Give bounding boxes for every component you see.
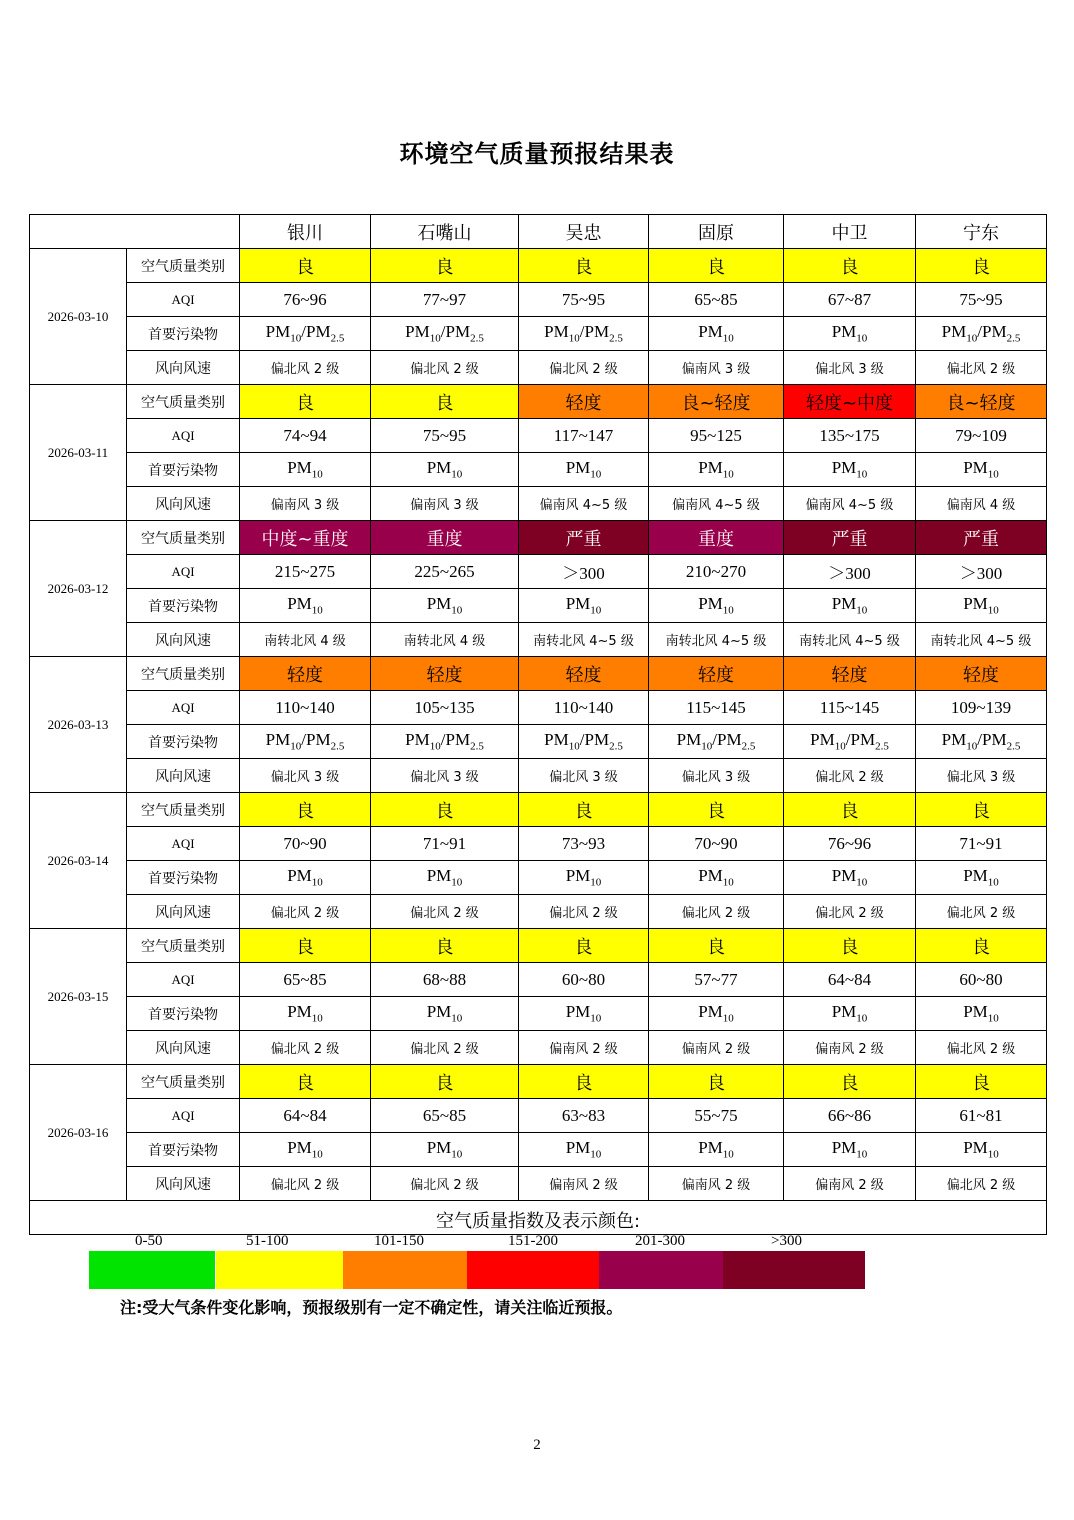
row-label-pollutant: 首要污染物 (127, 1133, 240, 1167)
quality-category-cell: 良 (371, 1065, 519, 1099)
table-row (30, 759, 1047, 793)
aqi-range-cell: 215~275 (240, 555, 371, 589)
forecast-date: 2026-03-13 (30, 657, 127, 793)
primary-pollutant-cell: $PM_{10}/PM_{2.5}$ (519, 725, 649, 759)
quality-category-cell: 轻度 (916, 657, 1047, 691)
primary-pollutant-cell: $PM_{10}/PM_{2.5}$ (371, 725, 519, 759)
wind-cell: 偏北风 2 级 (649, 895, 784, 929)
table-row (30, 1133, 1047, 1167)
wind-cell: 偏北风 2 级 (371, 895, 519, 929)
quality-category-cell: 轻度 (519, 657, 649, 691)
table-row (30, 657, 1047, 691)
primary-pollutant-cell: $PM_{10}$ (916, 861, 1047, 895)
primary-pollutant-cell: $PM_{10}$ (240, 453, 371, 487)
row-label-pollutant: 首要污染物 (127, 861, 240, 895)
table-row (30, 793, 1047, 827)
aqi-color-legend (30, 1201, 1047, 1249)
wind-cell: 偏北风 2 级 (916, 1167, 1047, 1201)
wind-cell: 偏北风 3 级 (916, 759, 1047, 793)
forecast-table (29, 214, 1047, 1249)
row-label-aqi: AQI (127, 827, 240, 861)
table-row (30, 317, 1047, 351)
table-row (30, 895, 1047, 929)
row-label-wind: 风向风速 (127, 895, 240, 929)
forecast-date: 2026-03-11 (30, 385, 127, 521)
quality-category-cell: 良 (240, 793, 371, 827)
aqi-range-cell: 66~86 (784, 1099, 916, 1133)
wind-cell: 偏南风 2 级 (649, 1167, 784, 1201)
table-row (30, 283, 1047, 317)
quality-category-cell: 良 (519, 1065, 649, 1099)
primary-pollutant-cell: $PM_{10}$ (649, 317, 784, 351)
row-label-aqi: AQI (127, 555, 240, 589)
primary-pollutant-cell: $PM_{10}$ (649, 1133, 784, 1167)
primary-pollutant-cell: $PM_{10}/PM_{2.5}$ (519, 317, 649, 351)
wind-cell: 偏南风 2 级 (519, 1031, 649, 1065)
aqi-range-cell: 210~270 (649, 555, 784, 589)
wind-cell: 偏南风 4~5 级 (784, 487, 916, 521)
aqi-range-cell: 75~95 (916, 283, 1047, 317)
city-header: 中卫 (784, 215, 916, 249)
legend-color-swatch (216, 1251, 344, 1289)
aqi-range-cell: 77~97 (371, 283, 519, 317)
row-label-aqi: AQI (127, 963, 240, 997)
table-row (30, 487, 1047, 521)
quality-category-cell: 良 (784, 1065, 916, 1099)
forecast-date: 2026-03-12 (30, 521, 127, 657)
page-number: 2 (533, 1437, 541, 1453)
aqi-range-cell: 55~75 (649, 1099, 784, 1133)
legend-color-swatch (89, 1251, 215, 1289)
forecast-date: 2026-03-14 (30, 793, 127, 929)
aqi-range-cell: 61~81 (916, 1099, 1047, 1133)
legend-title: 空气质量指数及表示颜色: (435, 1211, 641, 1232)
aqi-range-cell: 79~109 (916, 419, 1047, 453)
row-label-wind: 风向风速 (127, 623, 240, 657)
primary-pollutant-cell: $PM_{10}$ (784, 861, 916, 895)
aqi-range-cell: 67~87 (784, 283, 916, 317)
primary-pollutant-cell: $PM_{10}$ (519, 861, 649, 895)
wind-cell: 偏北风 2 级 (240, 895, 371, 929)
primary-pollutant-cell: $PM_{10}$ (649, 589, 784, 623)
table-row (30, 691, 1047, 725)
row-label-category: 空气质量类别 (127, 1065, 240, 1099)
wind-cell: 偏南风 2 级 (649, 1031, 784, 1065)
quality-category-cell: 良 (371, 385, 519, 419)
row-label-aqi: AQI (127, 691, 240, 725)
primary-pollutant-cell: $PM_{10}$ (240, 1133, 371, 1167)
row-label-category: 空气质量类别 (127, 929, 240, 963)
primary-pollutant-cell: $PM_{10}$ (649, 453, 784, 487)
primary-pollutant-cell: $PM_{10}$ (240, 861, 371, 895)
forecast-date: 2026-03-10 (30, 249, 127, 385)
wind-cell: 偏北风 2 级 (519, 895, 649, 929)
header-row (30, 215, 1047, 249)
quality-category-cell: 良 (649, 929, 784, 963)
aqi-range-cell: 74~94 (240, 419, 371, 453)
quality-category-cell: 轻度 (240, 657, 371, 691)
table-row (30, 997, 1047, 1031)
table-row (30, 827, 1047, 861)
aqi-range-cell: 60~80 (916, 963, 1047, 997)
primary-pollutant-cell: $PM_{10}$ (519, 589, 649, 623)
city-header: 银川 (240, 215, 371, 249)
quality-category-cell: 良 (240, 929, 371, 963)
wind-cell: 偏南风 3 级 (649, 351, 784, 385)
aqi-range-cell: 71~91 (916, 827, 1047, 861)
primary-pollutant-cell: $PM_{10}$ (784, 997, 916, 1031)
aqi-range-cell: ＞300 (519, 555, 649, 589)
aqi-range-cell: 115~145 (784, 691, 916, 725)
quality-category-cell: 良 (519, 793, 649, 827)
wind-cell: 偏南风 2 级 (784, 1167, 916, 1201)
city-header: 固原 (649, 215, 784, 249)
primary-pollutant-cell: $PM_{10}$ (649, 997, 784, 1031)
legend-range-label: 101-150 (374, 1233, 424, 1249)
quality-category-cell: 良 (784, 929, 916, 963)
forecast-note: 注:受大气条件变化影响，预报级别有一定不确定性，请关注临近预报。 (120, 1298, 623, 1317)
wind-cell: 偏北风 2 级 (519, 351, 649, 385)
quality-category-cell: 良 (649, 249, 784, 283)
aqi-range-cell: 76~96 (784, 827, 916, 861)
primary-pollutant-cell: $PM_{10}$ (916, 453, 1047, 487)
quality-category-cell: 严重 (916, 521, 1047, 555)
table-row (30, 1065, 1047, 1099)
primary-pollutant-cell: $PM_{10}/PM_{2.5}$ (916, 317, 1047, 351)
wind-cell: 偏南风 2 级 (784, 1031, 916, 1065)
table-row (30, 623, 1047, 657)
row-label-wind: 风向风速 (127, 487, 240, 521)
primary-pollutant-cell: $PM_{10}$ (519, 453, 649, 487)
aqi-range-cell: 76~96 (240, 283, 371, 317)
row-label-category: 空气质量类别 (127, 249, 240, 283)
row-label-category: 空气质量类别 (127, 793, 240, 827)
table-row (30, 589, 1047, 623)
primary-pollutant-cell: $PM_{10}$ (240, 997, 371, 1031)
table-row (30, 249, 1047, 283)
aqi-range-cell: 70~90 (649, 827, 784, 861)
row-label-category: 空气质量类别 (127, 657, 240, 691)
aqi-range-cell: 60~80 (519, 963, 649, 997)
wind-cell: 南转北风 4 级 (371, 623, 519, 657)
primary-pollutant-cell: $PM_{10}$ (784, 589, 916, 623)
primary-pollutant-cell: $PM_{10}$ (371, 997, 519, 1031)
wind-cell: 偏北风 3 级 (240, 759, 371, 793)
wind-cell: 偏北风 2 级 (916, 1031, 1047, 1065)
city-header: 宁东 (916, 215, 1047, 249)
legend-range-label: 0-50 (135, 1233, 163, 1249)
wind-cell: 偏北风 2 级 (371, 1031, 519, 1065)
primary-pollutant-cell: $PM_{10}/PM_{2.5}$ (784, 725, 916, 759)
quality-category-cell: 良 (784, 793, 916, 827)
row-label-wind: 风向风速 (127, 759, 240, 793)
page-title: 环境空气质量预报结果表 (399, 140, 675, 168)
city-header: 石嘴山 (371, 215, 519, 249)
quality-category-cell: 轻度~中度 (784, 385, 916, 419)
wind-cell: 偏南风 3 级 (240, 487, 371, 521)
aqi-range-cell: ＞300 (784, 555, 916, 589)
header-corner (30, 215, 240, 249)
wind-cell: 偏北风 2 级 (371, 1167, 519, 1201)
forecast-date: 2026-03-15 (30, 929, 127, 1065)
primary-pollutant-cell: $PM_{10}$ (371, 1133, 519, 1167)
wind-cell: 南转北风 4~5 级 (649, 623, 784, 657)
table-row (30, 453, 1047, 487)
aqi-range-cell: 75~95 (519, 283, 649, 317)
table-row (30, 929, 1047, 963)
primary-pollutant-cell: $PM_{10}$ (784, 317, 916, 351)
wind-cell: 偏北风 3 级 (649, 759, 784, 793)
aqi-range-cell: 64~84 (240, 1099, 371, 1133)
table-row (30, 419, 1047, 453)
wind-cell: 南转北风 4~5 级 (784, 623, 916, 657)
row-label-aqi: AQI (127, 419, 240, 453)
wind-cell: 偏南风 4~5 级 (519, 487, 649, 521)
city-header: 吴忠 (519, 215, 649, 249)
primary-pollutant-cell: $PM_{10}$ (519, 997, 649, 1031)
row-label-pollutant: 首要污染物 (127, 589, 240, 623)
wind-cell: 偏北风 3 级 (371, 759, 519, 793)
aqi-range-cell: 64~84 (784, 963, 916, 997)
quality-category-cell: 轻度 (519, 385, 649, 419)
quality-category-cell: 良 (371, 929, 519, 963)
quality-category-cell: 良 (371, 249, 519, 283)
primary-pollutant-cell: $PM_{10}$ (371, 589, 519, 623)
quality-category-cell: 良 (371, 793, 519, 827)
aqi-range-cell: 115~145 (649, 691, 784, 725)
aqi-range-cell: 65~85 (371, 1099, 519, 1133)
aqi-range-cell: 71~91 (371, 827, 519, 861)
row-label-wind: 风向风速 (127, 1031, 240, 1065)
aqi-range-cell: 110~140 (240, 691, 371, 725)
row-label-pollutant: 首要污染物 (127, 725, 240, 759)
quality-category-cell: 良 (649, 793, 784, 827)
aqi-range-cell: 65~85 (240, 963, 371, 997)
aqi-range-cell: 135~175 (784, 419, 916, 453)
row-label-aqi: AQI (127, 283, 240, 317)
row-label-wind: 风向风速 (127, 1167, 240, 1201)
quality-category-cell: 良 (916, 249, 1047, 283)
row-label-pollutant: 首要污染物 (127, 997, 240, 1031)
table-body (30, 249, 1047, 1201)
primary-pollutant-cell: $PM_{10}$ (519, 1133, 649, 1167)
wind-cell: 偏北风 2 级 (240, 351, 371, 385)
legend-range-label: 201-300 (635, 1233, 685, 1249)
legend-range-label: 151-200 (508, 1233, 558, 1249)
primary-pollutant-cell: $PM_{10}$ (371, 453, 519, 487)
primary-pollutant-cell: $PM_{10}$ (649, 861, 784, 895)
wind-cell: 偏北风 3 级 (519, 759, 649, 793)
aqi-range-cell: 117~147 (519, 419, 649, 453)
quality-category-cell: 良~轻度 (649, 385, 784, 419)
quality-category-cell: 严重 (784, 521, 916, 555)
table-row (30, 351, 1047, 385)
wind-cell: 偏北风 2 级 (371, 351, 519, 385)
wind-cell: 偏南风 4 级 (916, 487, 1047, 521)
legend-color-swatch (599, 1251, 724, 1289)
quality-category-cell: 重度 (371, 521, 519, 555)
row-label-pollutant: 首要污染物 (127, 317, 240, 351)
legend-range-label: >300 (771, 1233, 802, 1249)
aqi-range-cell: 65~85 (649, 283, 784, 317)
primary-pollutant-cell: $PM_{10}/PM_{2.5}$ (916, 725, 1047, 759)
wind-cell: 南转北风 4 级 (240, 623, 371, 657)
primary-pollutant-cell: $PM_{10}/PM_{2.5}$ (649, 725, 784, 759)
primary-pollutant-cell: $PM_{10}$ (916, 1133, 1047, 1167)
primary-pollutant-cell: $PM_{10}$ (784, 1133, 916, 1167)
legend-color-swatch (723, 1251, 865, 1289)
row-label-aqi: AQI (127, 1099, 240, 1133)
quality-category-cell: 良 (916, 793, 1047, 827)
row-label-wind: 风向风速 (127, 351, 240, 385)
quality-category-cell: 良 (519, 929, 649, 963)
quality-category-cell: 良 (519, 249, 649, 283)
table-row (30, 1167, 1047, 1201)
primary-pollutant-cell: $PM_{10}$ (784, 453, 916, 487)
aqi-range-cell: 70~90 (240, 827, 371, 861)
aqi-range-cell: 105~135 (371, 691, 519, 725)
legend-color-swatch (343, 1251, 468, 1289)
quality-category-cell: 重度 (649, 521, 784, 555)
aqi-range-cell: 75~95 (371, 419, 519, 453)
quality-category-cell: 良 (240, 1065, 371, 1099)
wind-cell: 偏南风 4~5 级 (649, 487, 784, 521)
primary-pollutant-cell: $PM_{10}$ (240, 589, 371, 623)
wind-cell: 南转北风 4~5 级 (916, 623, 1047, 657)
quality-category-cell: 轻度 (784, 657, 916, 691)
wind-cell: 偏南风 3 级 (371, 487, 519, 521)
row-label-category: 空气质量类别 (127, 385, 240, 419)
wind-cell: 偏北风 2 级 (784, 895, 916, 929)
table-row (30, 555, 1047, 589)
quality-category-cell: 良 (916, 929, 1047, 963)
aqi-range-cell: 95~125 (649, 419, 784, 453)
table-row (30, 963, 1047, 997)
forecast-date: 2026-03-16 (30, 1065, 127, 1201)
aqi-range-cell: 109~139 (916, 691, 1047, 725)
legend-range-label: 51-100 (246, 1233, 289, 1249)
aqi-range-cell: ＞300 (916, 555, 1047, 589)
aqi-range-cell: 63~83 (519, 1099, 649, 1133)
table-row (30, 861, 1047, 895)
aqi-range-cell: 68~88 (371, 963, 519, 997)
quality-category-cell: 中度~重度 (240, 521, 371, 555)
wind-cell: 偏南风 2 级 (519, 1167, 649, 1201)
quality-category-cell: 良 (240, 385, 371, 419)
quality-category-cell: 良 (649, 1065, 784, 1099)
primary-pollutant-cell: $PM_{10}$ (916, 589, 1047, 623)
aqi-range-cell: 225~265 (371, 555, 519, 589)
row-label-category: 空气质量类别 (127, 521, 240, 555)
wind-cell: 偏北风 2 级 (240, 1031, 371, 1065)
table-row (30, 725, 1047, 759)
table-row (30, 1099, 1047, 1133)
aqi-range-cell: 73~93 (519, 827, 649, 861)
primary-pollutant-cell: $PM_{10}$ (916, 997, 1047, 1031)
quality-category-cell: 良 (916, 1065, 1047, 1099)
table-row (30, 1031, 1047, 1065)
primary-pollutant-cell: $PM_{10}/PM_{2.5}$ (371, 317, 519, 351)
legend-color-swatch (467, 1251, 600, 1289)
row-label-pollutant: 首要污染物 (127, 453, 240, 487)
quality-category-cell: 严重 (519, 521, 649, 555)
legend-row (30, 1201, 1047, 1235)
primary-pollutant-cell: $PM_{10}/PM_{2.5}$ (240, 317, 371, 351)
quality-category-cell: 轻度 (371, 657, 519, 691)
wind-cell: 偏北风 2 级 (784, 759, 916, 793)
wind-cell: 偏北风 2 级 (916, 895, 1047, 929)
aqi-range-cell: 110~140 (519, 691, 649, 725)
table-row (30, 385, 1047, 419)
primary-pollutant-cell: $PM_{10}$ (371, 861, 519, 895)
wind-cell: 偏北风 2 级 (240, 1167, 371, 1201)
table-row (30, 521, 1047, 555)
quality-category-cell: 良 (240, 249, 371, 283)
wind-cell: 偏北风 2 级 (916, 351, 1047, 385)
wind-cell: 南转北风 4~5 级 (519, 623, 649, 657)
primary-pollutant-cell: $PM_{10}/PM_{2.5}$ (240, 725, 371, 759)
quality-category-cell: 轻度 (649, 657, 784, 691)
aqi-range-cell: 57~77 (649, 963, 784, 997)
wind-cell: 偏北风 3 级 (784, 351, 916, 385)
quality-category-cell: 良~轻度 (916, 385, 1047, 419)
quality-category-cell: 良 (784, 249, 916, 283)
